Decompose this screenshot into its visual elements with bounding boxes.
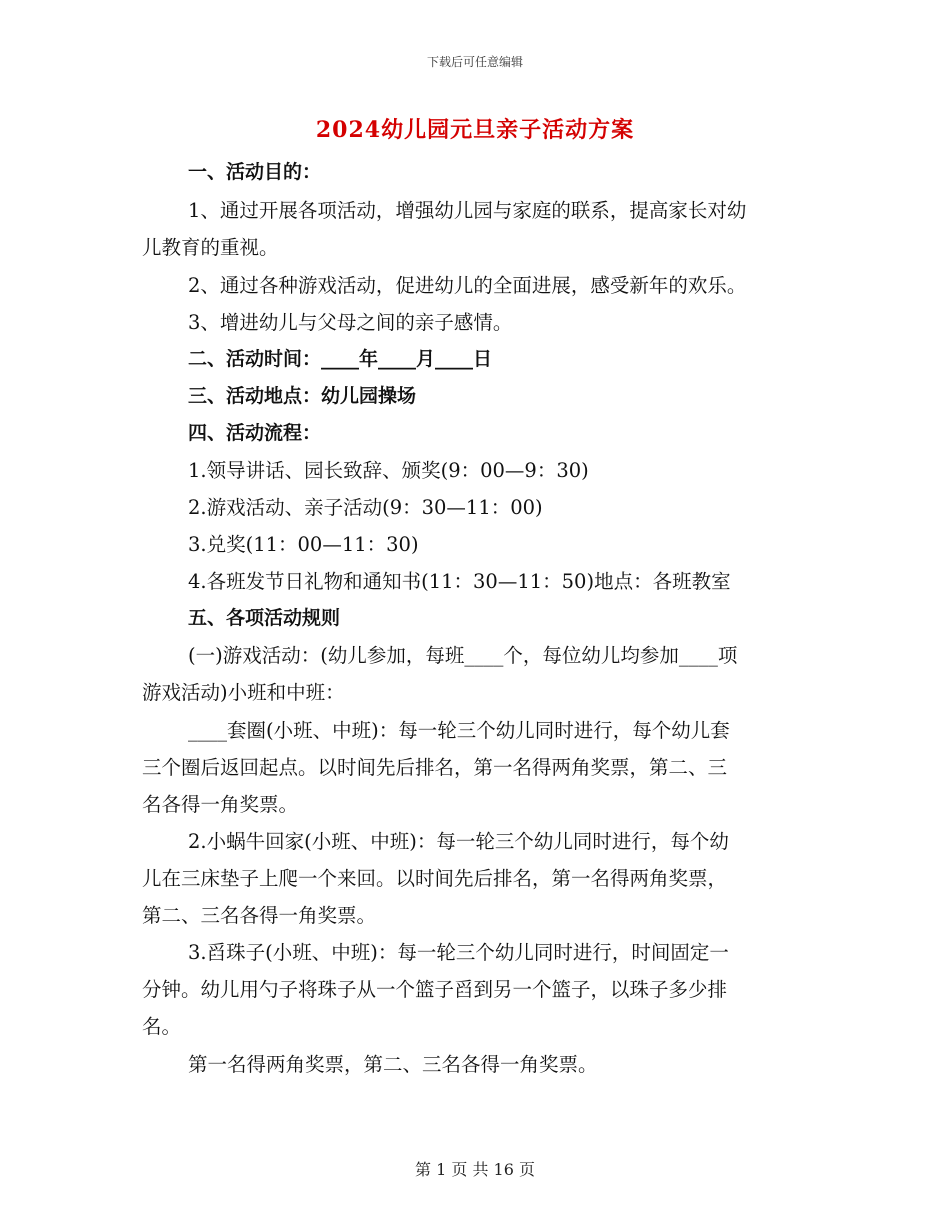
list-item: 2.游戏活动、亲子活动(9：30—11：00) <box>188 496 543 519</box>
paragraph-line: 第一名得两角奖票，第二、三名各得一角奖票。 <box>188 1053 598 1076</box>
paragraph-line: 1、通过开展各项活动，增强幼儿园与家庭的联系，提高家长对幼 <box>188 199 747 222</box>
paragraph-line: 游戏活动)小班和中班： <box>142 681 345 704</box>
list-item: 3.兑奖(11：00—11：30) <box>188 533 419 556</box>
paragraph-line: 儿在三床垫子上爬一个来回。以时间先后排名，第一名得两角奖票， <box>142 867 728 890</box>
paragraph-line: 3、增进幼儿与父母之间的亲子感情。 <box>188 311 513 334</box>
page-footer: 第 1 页 共 16 页 <box>415 1160 535 1179</box>
section-heading-goals: 一、活动目的： <box>188 161 322 183</box>
section-heading-process: 四、活动流程： <box>188 422 322 444</box>
section-heading-rules: 五、各项活动规则 <box>188 607 341 629</box>
paragraph-line: 名各得一角奖票。 <box>142 793 299 816</box>
paragraph-line: 分钟。幼儿用勺子将珠子从一个篮子舀到另一个篮子，以珠子多少排 <box>142 978 728 1001</box>
paragraph-line: 2.小蜗牛回家(小班、中班)：每一轮三个幼儿同时进行，每个幼 <box>188 830 729 853</box>
list-item: 1.领导讲话、园长致辞、颁奖(9：00—9：30) <box>188 459 589 482</box>
paragraph-line: 三个圈后返回起点。以时间先后排名，第一名得两角奖票，第二、三 <box>142 756 728 779</box>
section-heading-time: 二、活动时间：____年____月____日 <box>188 348 493 370</box>
paragraph-line: ____套圈(小班、中班)：每一轮三个幼儿同时进行，每个幼儿套 <box>188 719 730 742</box>
paragraph-line: 第二、三名各得一角奖票。 <box>142 904 377 927</box>
document-title: 2024幼儿园元旦亲子活动方案 <box>315 117 635 143</box>
section-heading-location: 三、活动地点：幼儿园操场 <box>188 385 417 407</box>
page-header: 下载后可任意编辑 <box>426 55 523 69</box>
paragraph-line: 2、通过各种游戏活动，促进幼儿的全面进展，感受新年的欢乐。 <box>188 274 747 297</box>
paragraph-line: (一)游戏活动：(幼儿参加，每班____个，每位幼儿均参加____项 <box>188 644 738 667</box>
paragraph-line: 儿教育的重视。 <box>142 236 279 259</box>
paragraph-line: 名。 <box>142 1015 182 1038</box>
paragraph-line: 3.舀珠子(小班、中班)：每一轮三个幼儿同时进行，时间固定一 <box>188 941 729 964</box>
list-item: 4.各班发节日礼物和通知书(11：30—11：50)地点：各班教室 <box>188 570 731 593</box>
